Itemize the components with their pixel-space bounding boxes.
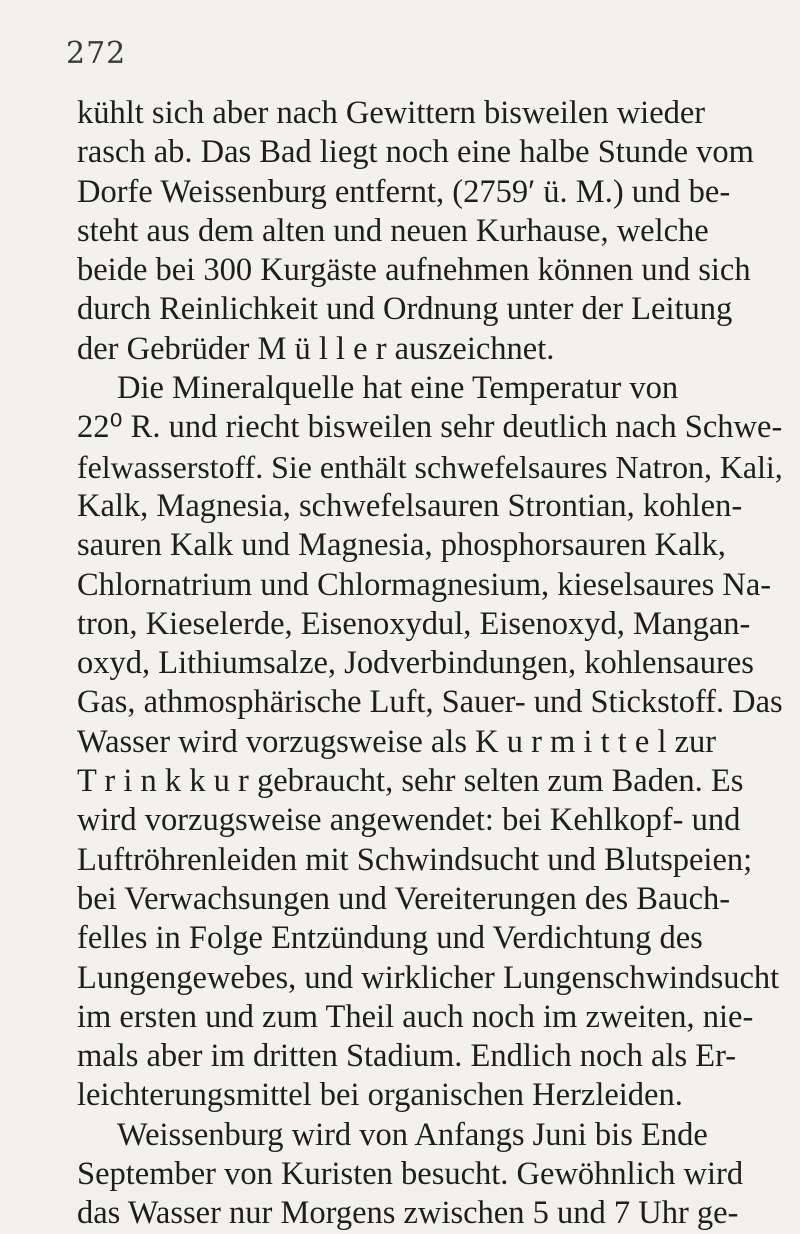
text-line: Gas, athmosphärische Luft, Sauer- und Stickstoff. Das	[77, 684, 783, 721]
page-number: 272	[66, 36, 127, 71]
text-line: September von Kuristen besucht. Gewöhnlich wird	[77, 1156, 744, 1193]
text-line: durch Reinlichkeit und Ordnung unter der Leitung	[77, 291, 733, 328]
text-line: beide bei 300 Kurgäste aufnehmen können und sich	[77, 252, 751, 289]
text-line: leichterungsmittel bei organischen Herzleiden.	[77, 1077, 683, 1114]
text-line: im ersten und zum Theil auch noch im zweiten, nie-	[77, 998, 754, 1035]
text-line: T r i n k k u r gebraucht, sehr selten zum Baden. Es	[77, 763, 744, 800]
text-line: sauren Kalk und Magnesia, phosphorsauren Kalk,	[77, 527, 726, 564]
text-line: Chlornatrium und Chlormagnesium, kieselsaures Na-	[77, 566, 772, 603]
text-line: oxyd, Lithiumsalze, Jodverbindungen, kohlensaures	[77, 645, 754, 682]
body-text	[77, 94, 797, 1234]
text-line: bei Verwachsungen und Vereiterungen des Bauch-	[77, 880, 731, 917]
text-line: mals aber im dritten Stadium. Endlich noch als Er-	[77, 1038, 737, 1075]
paragraph-start-line: Die Mineralquelle hat eine Temperatur von	[117, 370, 679, 407]
paragraph-start-line: Weissenburg wird von Anfangs Juni bis Ende	[117, 1116, 708, 1153]
text-line: 22⁰ R. und riecht bisweilen sehr deutlich nach Schwe-	[77, 409, 783, 446]
text-line: kühlt sich aber nach Gewittern bisweilen wieder	[77, 95, 706, 131]
text-line: felwasserstoff. Sie enthält schwefelsaures Natron, Kali,	[77, 449, 783, 485]
text-line: wird vorzugsweise angewendet: bei Kehlkopf- und	[77, 802, 741, 839]
text-line: Lungengewebes, und wirklicher Lungenschwindsucht	[77, 959, 780, 996]
text-line: Kalk, Magnesia, schwefelsauren Strontian, kohlen-	[77, 487, 743, 524]
text-line: der Gebrüder M ü l l e r auszeichnet.	[77, 330, 555, 367]
text-line: tron, Kieselerde, Eisenoxydul, Eisenoxyd, Mangan-	[77, 605, 751, 642]
text-line: das Wasser nur Morgens zwischen 5 und 7 Uhr ge-	[77, 1195, 739, 1232]
text-line: Luftröhrenleiden mit Schwindsucht und Blutspeien;	[77, 841, 753, 878]
text-line: steht aus dem alten und neuen Kurhause, welche	[77, 212, 709, 249]
text-line: rasch ab. Das Bad liegt noch eine halbe Stunde vom	[77, 134, 754, 171]
text-line: Wasser wird vorzugsweise als K u r m i t t e l zur	[77, 723, 717, 760]
text-line: felles in Folge Entzündung und Verdichtung des	[77, 920, 703, 957]
text-line: Dorfe Weissenburg entfernt, (2759′ ü. M.) und be-	[77, 173, 731, 210]
